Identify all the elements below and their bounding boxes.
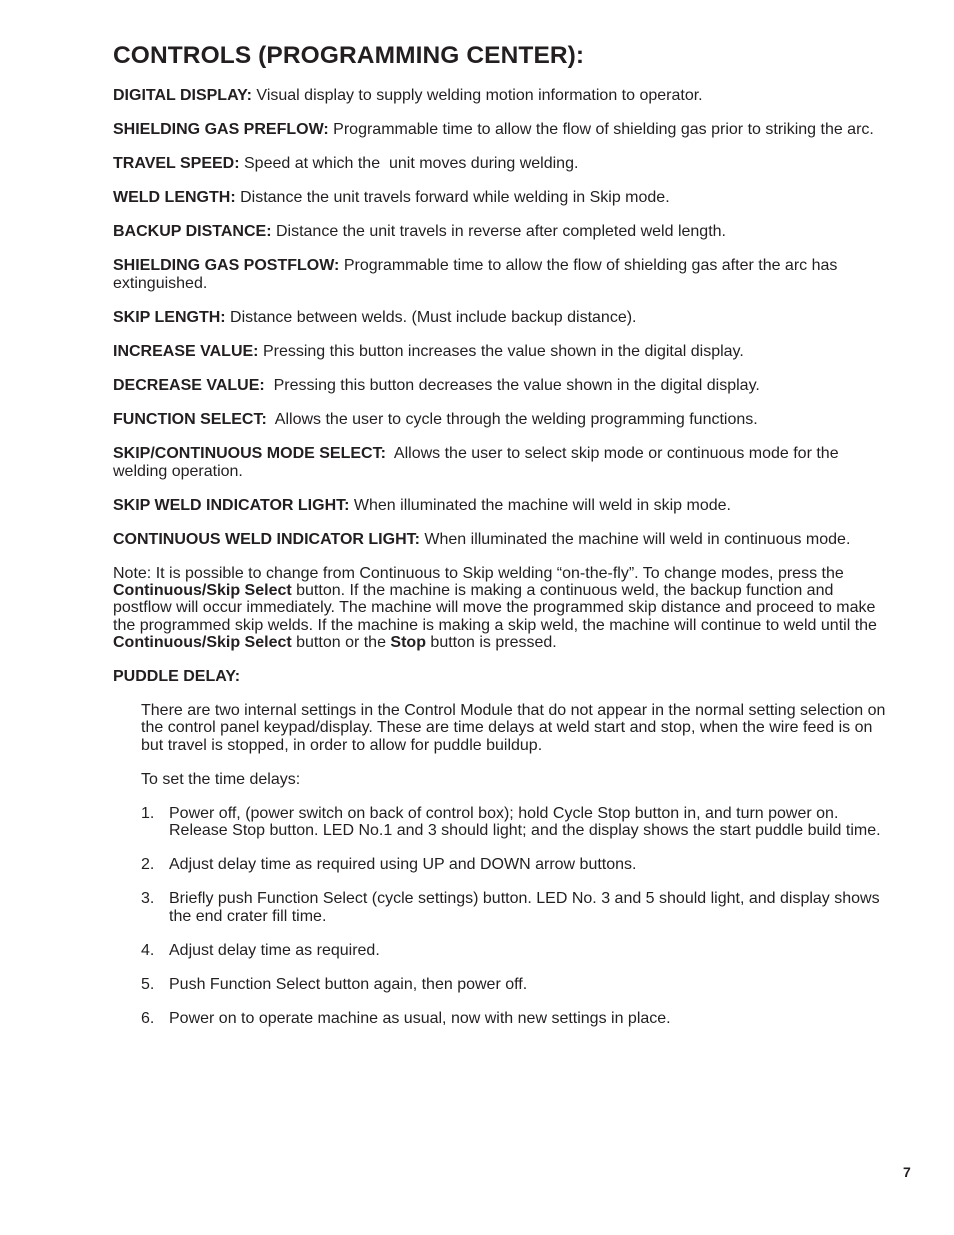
definition-term: WELD LENGTH: [113, 189, 236, 207]
step-text: Push Function Select button again, then power off. [169, 975, 528, 993]
puddle-delay-intro: There are two internal settings in the Control Module that do not appear in the normal setting selection on the control panel keypad/display. These are time delays at weld start and stop, when the wire feed is on but travel is stopped, in order to allow for puddle buildup. [141, 702, 886, 754]
step-number: 2. [141, 856, 155, 874]
note-emphasis: Continuous/Skip Select [113, 634, 292, 651]
definition-decrease-value [113, 377, 888, 394]
definition-term: SKIP/CONTINUOUS MODE SELECT: [113, 445, 386, 463]
page-title: CONTROLS (PROGRAMMING CENTER): [113, 42, 585, 69]
list-item [141, 976, 888, 993]
definition-function-select [113, 411, 888, 428]
definition-term: SHIELDING GAS POSTFLOW: [113, 257, 340, 275]
definition-text: Distance the unit travels forward while welding in Skip mode. [235, 189, 670, 207]
definition-text: Programmable time to allow the flow of shielding gas after the arc has extinguished. [113, 257, 838, 292]
step-text: Power on to operate machine as usual, now with new settings in place. [169, 1010, 671, 1028]
definition-term: BACKUP DISTANCE: [113, 223, 272, 241]
step-number: 4. [141, 941, 155, 959]
definition-term: DECREASE VALUE: [113, 377, 265, 395]
note-text: button. If the machine is making a continuous weld, the backup function and postflow will occur immediately. The machine will move the programmed skip distance and proceed to make the programmed skip welds. If the machine is making a skip weld, the machine will continue to weld until the [113, 582, 877, 634]
definition-skip-weld-indicator-light [113, 497, 888, 514]
controls-definitions [113, 87, 888, 548]
definition-shielding-gas-postflow [113, 257, 888, 292]
definition-text: When illuminated the machine will weld in continuous mode. [419, 530, 851, 548]
definition-text: Allows the user to select skip mode or continuous mode for the welding operation. [113, 445, 844, 480]
list-item [141, 805, 888, 840]
definition-text: When illuminated the machine will weld in skip mode. [349, 496, 731, 514]
definition-term: FUNCTION SELECT: [113, 411, 267, 429]
list-item [141, 942, 888, 959]
list-item [141, 890, 888, 925]
step-text: Power off, (power switch on back of control box); hold Cycle Stop button in, and turn power on. Release Stop button. LED No.1 and 3 should light; and the display shows the start puddle build time. [169, 804, 881, 840]
definition-text: Programmable time to allow the flow of shielding gas prior to striking the arc. [328, 121, 874, 139]
time-delay-steps [141, 805, 888, 1027]
note-text: Note: It is possible to change from Continuous to Skip welding “on-the-fly”. To change modes, press the [113, 564, 844, 582]
definition-text: Speed at which the unit moves during welding. [239, 155, 579, 173]
note-emphasis: Stop [390, 634, 426, 651]
definition-travel-speed [113, 155, 888, 172]
step-number: 5. [141, 975, 155, 993]
step-number: 3. [141, 890, 155, 908]
note-text: button is pressed. [425, 634, 557, 651]
note-text: button or the [291, 634, 391, 651]
definition-increase-value [113, 343, 888, 360]
definition-text: Pressing this button increases the value shown in the digital display. [258, 342, 744, 360]
definition-term: TRAVEL SPEED: [113, 155, 240, 173]
definition-term: DIGITAL DISPLAY: [113, 87, 252, 104]
definition-skip-continuous-mode-select [113, 445, 888, 480]
list-item [141, 1010, 888, 1027]
definition-text: Visual display to supply welding motion information to operator. [251, 87, 703, 104]
step-number: 6. [141, 1010, 155, 1028]
definition-term: SKIP WELD INDICATOR LIGHT: [113, 496, 350, 514]
definition-weld-length [113, 189, 888, 206]
list-item [141, 856, 888, 873]
step-text: Briefly push Function Select (cycle settings) button. LED No. 3 and 5 should light, and display shows the end crater fill time. [169, 890, 880, 925]
definition-text: Distance the unit travels in reverse after completed weld length. [271, 223, 726, 241]
set-time-delays-label: To set the time delays: [141, 770, 301, 788]
definition-backup-distance [113, 223, 888, 240]
definition-term: SKIP LENGTH: [113, 308, 226, 326]
definition-term: INCREASE VALUE: [113, 342, 259, 360]
definition-text: Distance between welds. (Must include backup distance). [225, 308, 637, 326]
definition-shielding-gas-preflow [113, 121, 888, 138]
definition-continuous-weld-indicator-light [113, 531, 888, 548]
step-text: Adjust delay time as required. [169, 941, 380, 959]
step-text: Adjust delay time as required using UP and DOWN arrow buttons. [169, 856, 637, 874]
definition-skip-length [113, 309, 888, 326]
document-page [113, 40, 888, 1044]
step-number: 1. [141, 804, 155, 822]
puddle-delay-heading: PUDDLE DELAY: [113, 668, 241, 686]
definition-text: Pressing this button decreases the value shown in the digital display. [264, 377, 760, 395]
definition-term: CONTINUOUS WELD INDICATOR LIGHT: [113, 530, 420, 548]
mode-change-note [113, 565, 888, 651]
puddle-delay-section [141, 702, 888, 1027]
definition-text: Allows the user to cycle through the welding programming functions. [266, 411, 758, 429]
definition-term: SHIELDING GAS PREFLOW: [113, 121, 329, 139]
definition-digital-display [113, 87, 888, 104]
note-emphasis: Continuous/Skip Select [113, 582, 292, 600]
page-number: 7 [903, 1164, 911, 1180]
